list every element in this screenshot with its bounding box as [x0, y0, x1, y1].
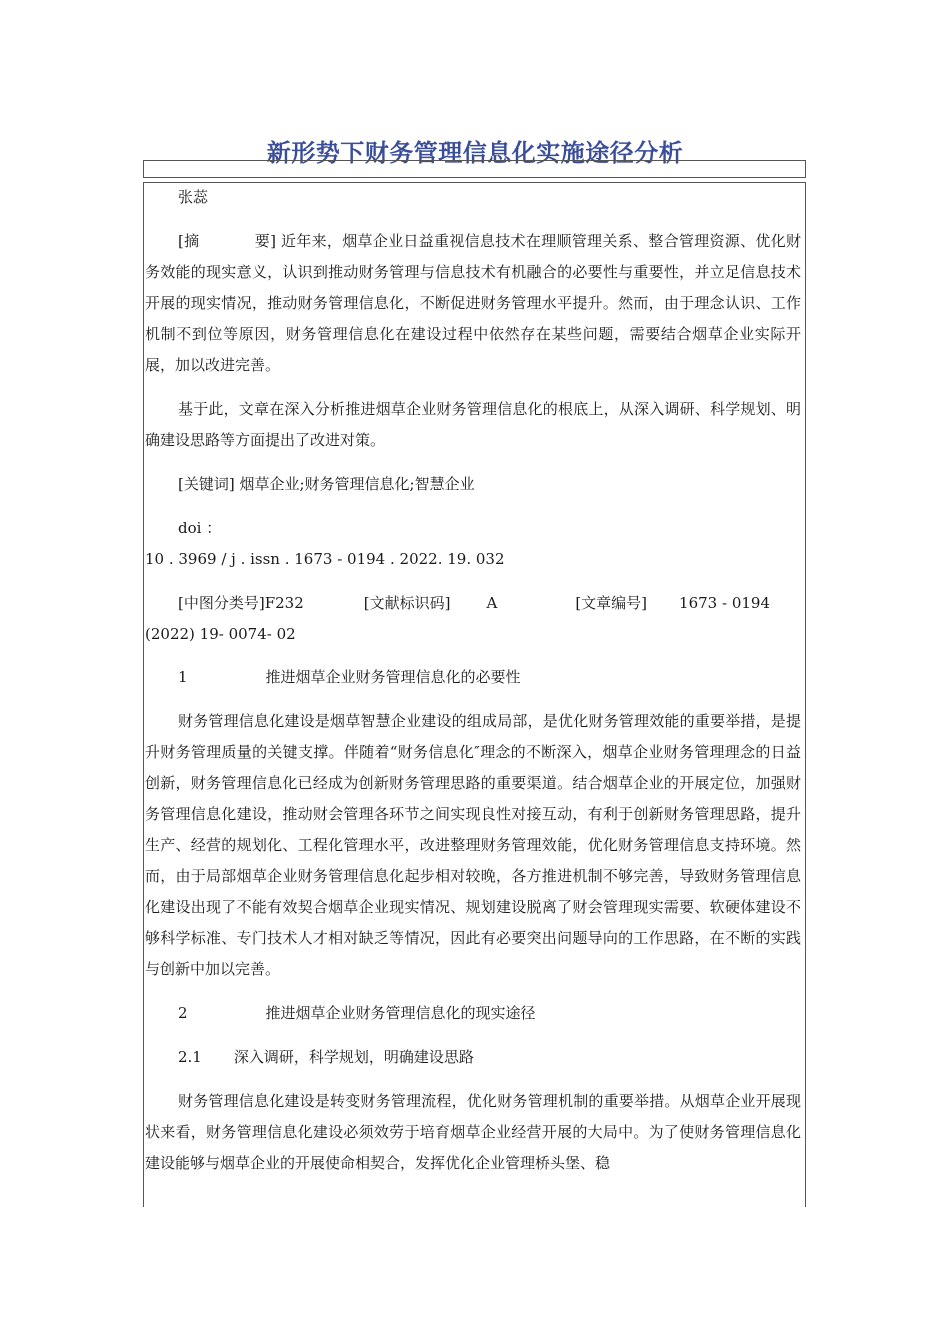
section-2-1-heading — [145, 1042, 801, 1073]
article-no-cont: (2022) 19- 0074- 02 — [145, 625, 296, 643]
abstract-label-b: 要] — [254, 232, 276, 250]
section-2-1-number: 2.1 — [178, 1048, 202, 1066]
doc-code-value: A — [486, 594, 498, 612]
section-2-title: 推进烟草企业财务管理信息化的现实途径 — [265, 1004, 536, 1022]
page-title: 新形势下财务管理信息化实施途径分析 — [266, 139, 684, 167]
article-body — [145, 182, 801, 1179]
section-2-number: 2 — [178, 1004, 188, 1022]
article-no-value: 1673 - 0194 — [679, 594, 770, 612]
section-1-title: 推进烟草企业财务管理信息化的必要性 — [265, 668, 521, 686]
keywords-label: [关键词] — [178, 475, 235, 493]
doi-label: doi ： — [178, 519, 222, 537]
section-1-text: 财务管理信息化建设是烟草智慧企业建设的组成局部，是优化财务管理效能的重要举措，是提升财务管理质量的关键支撑。伴随着“财务信息化″理念的不断深入，烟草企业财务管理理念的日益创新，财务管理信息化已经成为创新财务管理思路的重要渠道。结合烟草企业的开展定位，加强财务管理信息化建设，推动财会管理各环节之间实现良性对接互动，有利于创新财务管理思路，提升生产、经营的规划化、工程化管理水平，改进整理财务管理效能，优化财务管理信息支持环境。然而，由于局部烟草企业财务管理信息化起步相对较晚，各方推进机制不够完善，导致财务管理信息化建设出现了不能有效契合烟草企业现实情况、规划建设脱离了财会管理现实需要、软硬体建设不够科学标准、专门技术人才相对缺乏等情况，因此有必要突出问题导向的工作思路，在不断的实践与创新中加以完善。 — [145, 712, 801, 978]
section-1-heading — [145, 662, 801, 693]
section-2-1-text: 财务管理信息化建设是转变财务管理流程，优化财务管理机制的重要举措。从烟草企业开展现状来看，财务管理信息化建设必须效劳于培育烟草企业经营开展的大局中。为了使财务管理信息化建设能够与烟草企业的开展使命相契合，发挥优化企业管理桥头堡、稳 — [145, 1092, 801, 1172]
doc-code-label: [文献标识码] — [363, 594, 451, 612]
clc-label: [中图分类号] — [178, 594, 265, 612]
article-no-label: [文章编号] — [575, 594, 648, 612]
keywords-value: 烟草企业;财务管理信息化;智慧企业 — [239, 475, 475, 493]
abstract-label-a: [摘 — [178, 232, 200, 250]
abstract — [145, 226, 801, 381]
clc-value: F232 — [264, 594, 304, 612]
header-bar — [143, 160, 806, 178]
section-1-number: 1 — [178, 668, 188, 686]
abstract-text: 近年来，烟草企业日益重视信息技术在理顺管理关系、整合管理资源、优化财务效能的现实意义，认识到推动财务管理与信息技术有机融合的必要性与重要性，并立足信息技术开展的现实情况，推动财务管理信息化，不断促进财务管理水平提升。然而，由于理念认识、工作机制不到位等原因，财务管理信息化在建设过程中依然存在某些问题，需要结合烟草企业实际开展，加以改进完善。 — [145, 232, 801, 374]
keywords — [145, 469, 801, 500]
doi-value: 10 . 3969 / j . issn . 1673 - 0194 . 2022. 19. 032 — [145, 550, 505, 568]
author: 张蕊 — [178, 188, 209, 206]
section-2-heading — [145, 998, 801, 1029]
classification — [145, 588, 801, 619]
abstract-continued: 基于此，文章在深入分析推进烟草企业财务管理信息化的根底上，从深入调研、科学规划、明确建设思路等方面提出了改进对策。 — [145, 400, 801, 449]
section-2-1-title: 深入调研，科学规划，明确建设思路 — [233, 1048, 474, 1066]
